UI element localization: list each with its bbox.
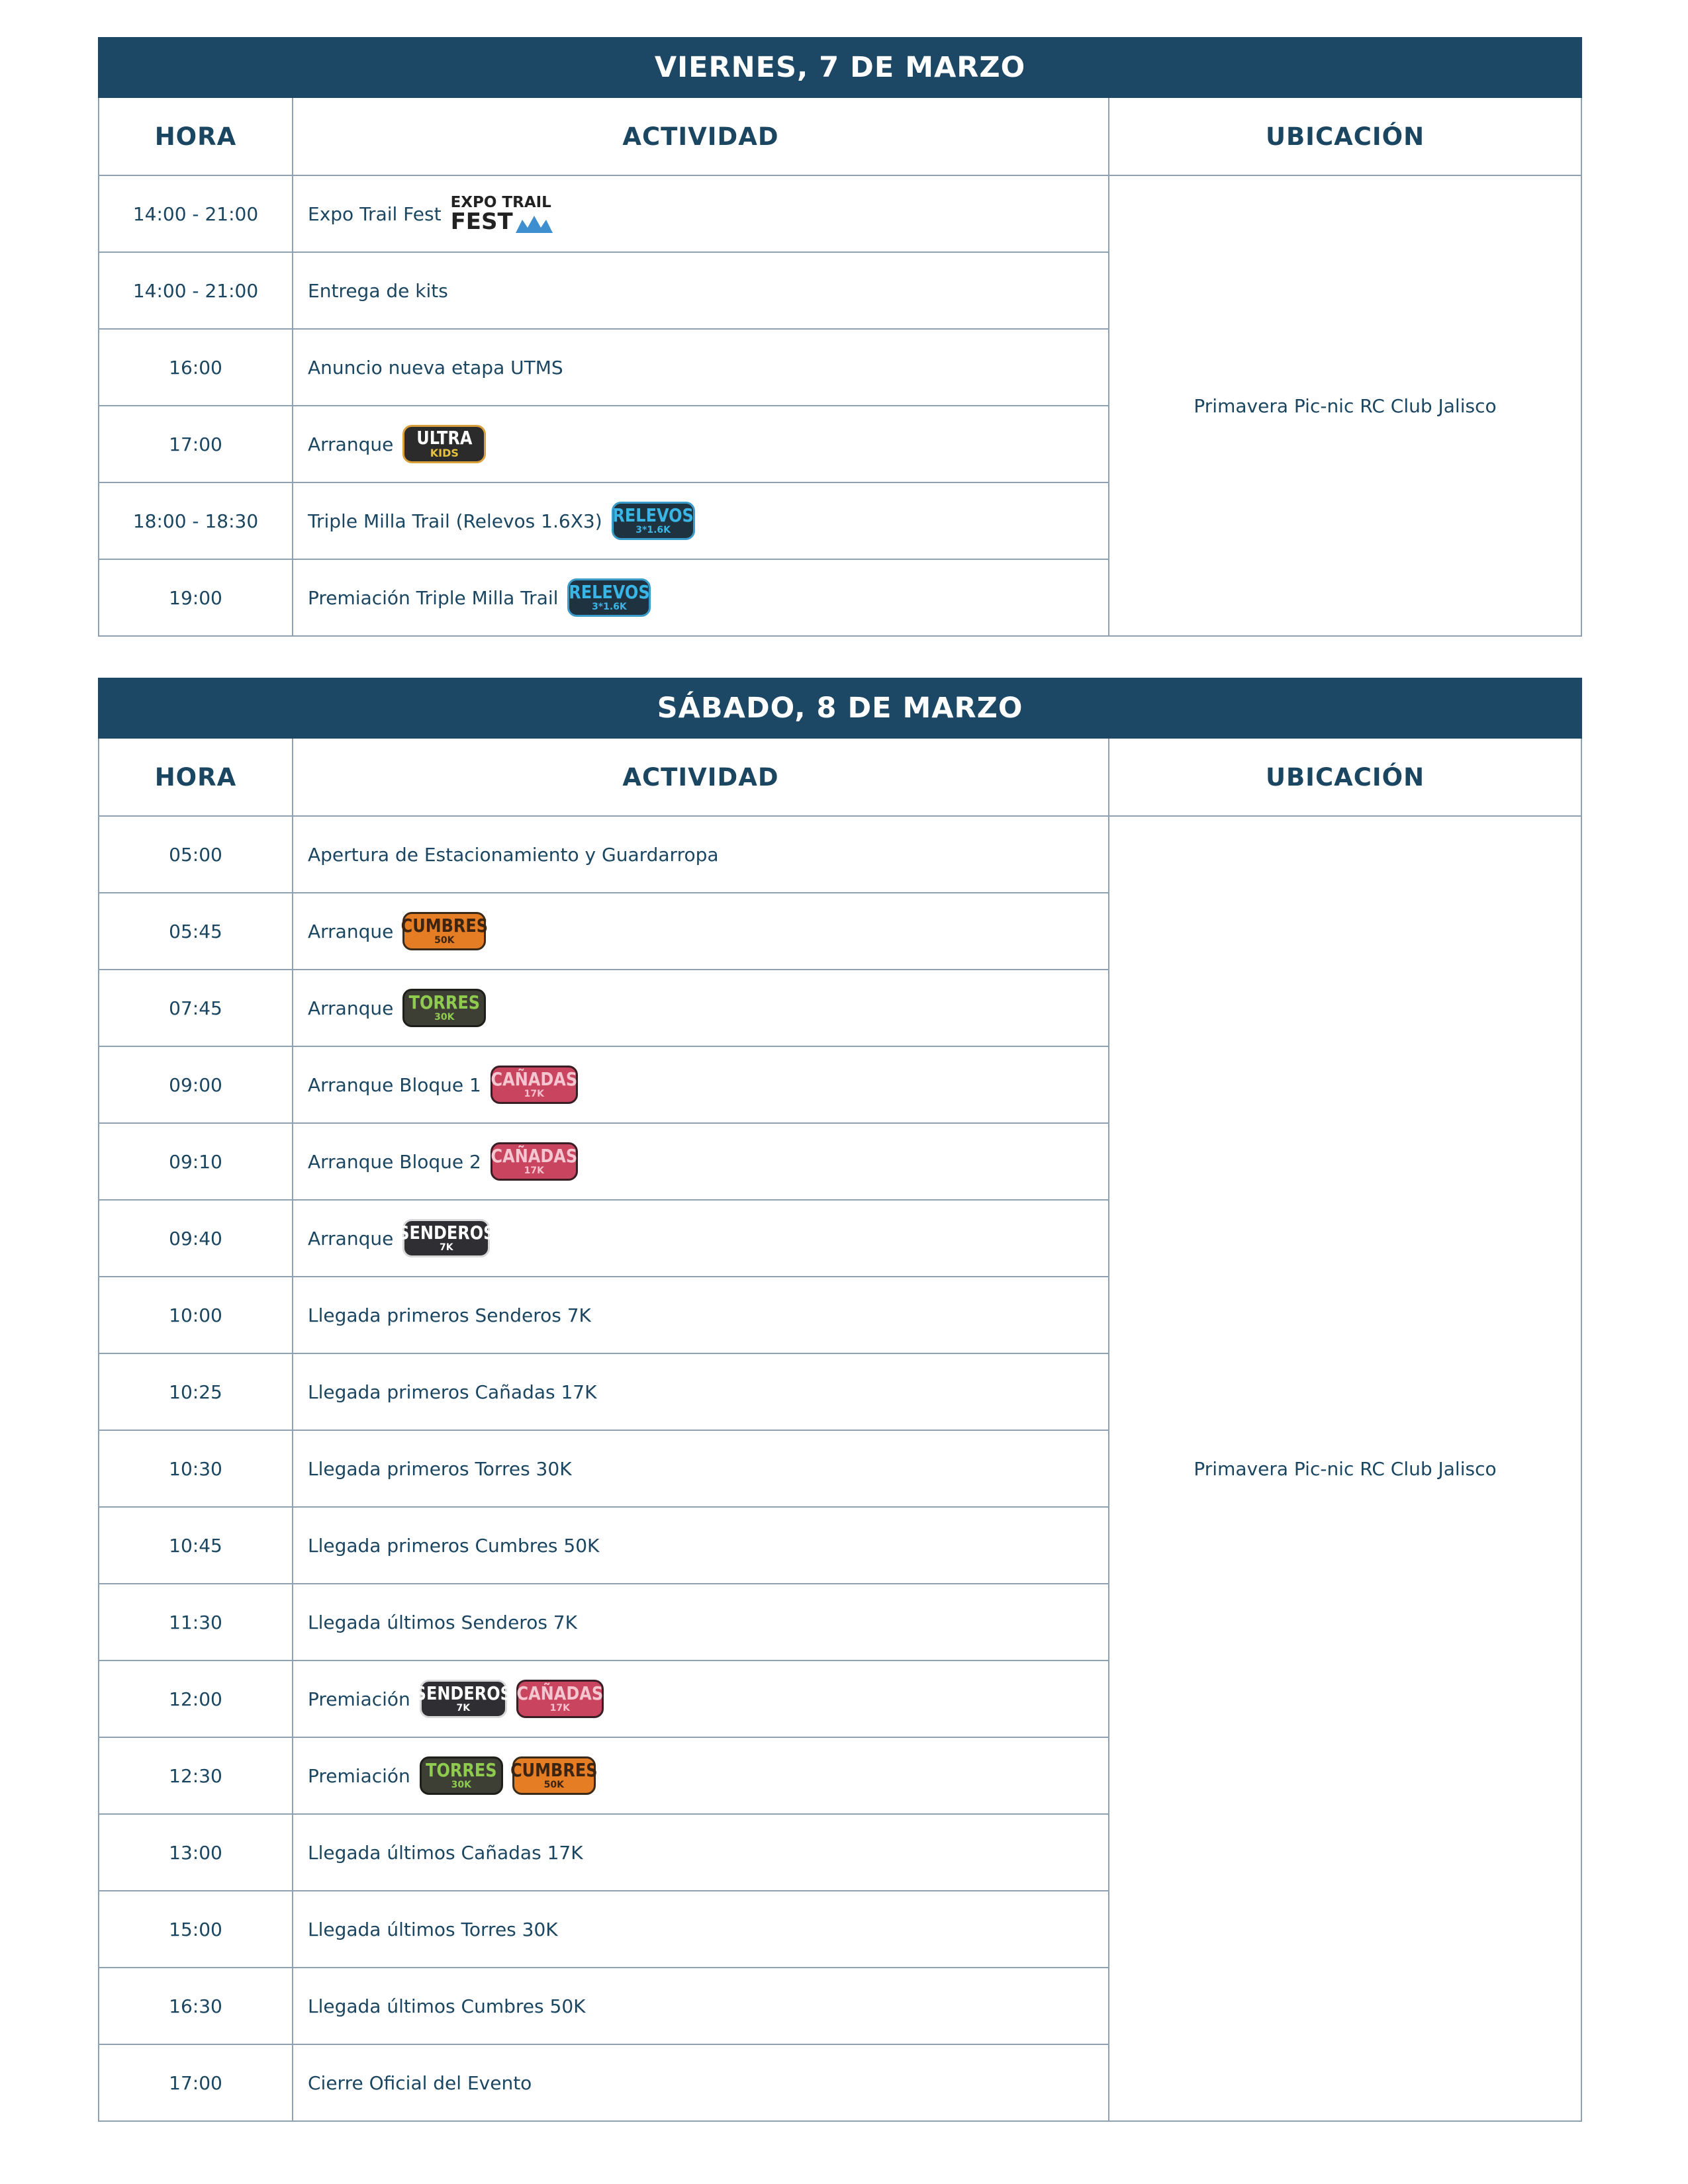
row-activity-cell: [293, 2044, 1109, 2121]
badge-distance: 3*1.6K: [635, 524, 671, 535]
saturday-title: SÁBADO, 8 DE MARZO: [99, 678, 1581, 738]
badge-distance: 30K: [434, 1011, 455, 1023]
badge-title: CAÑADAS: [516, 1682, 604, 1704]
row-activity-cell: [293, 816, 1109, 893]
senderos-badge: [414, 1680, 512, 1718]
row-time: 09:00: [99, 1046, 293, 1123]
badge-distance: 7K: [456, 1702, 471, 1713]
row-activity: Arranque: [308, 920, 394, 942]
row-activity: Arranque: [308, 1227, 394, 1250]
row-time: 09:10: [99, 1123, 293, 1200]
badge-title: CAÑADAS: [491, 1145, 578, 1167]
row-activity: Entrega de kits: [308, 279, 448, 302]
expo-trail-fest-logo: [451, 195, 553, 233]
badge-title: SENDEROS: [398, 1222, 495, 1244]
row-time: 17:00: [99, 406, 293, 482]
badge-title: SENDEROS: [414, 1682, 512, 1704]
row-activity: Llegada primeros Cañadas 17K: [308, 1381, 597, 1403]
row-activity-cell: [293, 1661, 1109, 1737]
relevos-badge: [567, 578, 651, 617]
location-cell: Primavera Pic-nic RC Club Jalisco: [1109, 175, 1581, 636]
row-activity-cell: [293, 175, 1109, 252]
friday-schedule-table: [98, 37, 1582, 637]
badge-distance: 50K: [543, 1779, 564, 1790]
badge-title: CAÑADAS: [491, 1068, 578, 1090]
column-header-hora: HORA: [99, 738, 293, 816]
location-cell: Primavera Pic-nic RC Club Jalisco: [1109, 816, 1581, 2121]
row-activity-cell: [293, 559, 1109, 636]
row-time: 16:00: [99, 329, 293, 406]
badge-title: TORRES: [426, 1759, 497, 1781]
badge-distance: KIDS: [430, 446, 459, 459]
row-activity-cell: [293, 406, 1109, 482]
column-header-ubicacion: UBICACIÓN: [1109, 97, 1581, 175]
row-time: 17:00: [99, 2044, 293, 2121]
relevos-badge: [612, 502, 695, 540]
row-time: 18:00 - 18:30: [99, 482, 293, 559]
row-activity: Arranque: [308, 997, 394, 1019]
row-activity: Llegada últimos Senderos 7K: [308, 1611, 577, 1633]
row-activity-cell: [293, 1891, 1109, 1968]
schedule-row: [99, 816, 1581, 893]
schedule-row: [99, 175, 1581, 252]
row-activity: Triple Milla Trail (Relevos 1.6X3): [308, 510, 602, 532]
badge-title: CUMBRES: [400, 915, 489, 936]
row-time: 13:00: [99, 1814, 293, 1891]
senderos-badge: [398, 1219, 495, 1257]
logo-text-line2: FEST: [450, 208, 513, 235]
badge-distance: 3*1.6K: [592, 601, 627, 612]
canadas-badge: [516, 1680, 604, 1718]
torres-badge: [420, 1756, 503, 1795]
row-time: 05:00: [99, 816, 293, 893]
row-activity-cell: [293, 482, 1109, 559]
friday-title: VIERNES, 7 DE MARZO: [99, 38, 1581, 97]
row-activity-cell: [293, 1353, 1109, 1430]
ultrakids-badge: [402, 425, 486, 463]
row-time: 09:40: [99, 1200, 293, 1277]
badge-distance: 50K: [434, 934, 455, 946]
canadas-badge: [491, 1066, 578, 1104]
row-activity-cell: [293, 1507, 1109, 1584]
row-time: 07:45: [99, 970, 293, 1046]
row-time: 14:00 - 21:00: [99, 175, 293, 252]
row-time: 05:45: [99, 893, 293, 970]
row-activity: Arranque Bloque 1: [308, 1073, 481, 1096]
row-activity: Llegada primeros Cumbres 50K: [308, 1534, 600, 1557]
row-time: 10:00: [99, 1277, 293, 1353]
column-header-hora: HORA: [99, 97, 293, 175]
row-activity: Arranque: [308, 433, 394, 455]
row-activity: Apertura de Estacionamiento y Guardarropa: [308, 843, 719, 866]
row-time: 12:30: [99, 1737, 293, 1814]
badge-title: RELEVOS: [612, 504, 694, 526]
column-header-ubicacion: UBICACIÓN: [1109, 738, 1581, 816]
row-activity-cell: [293, 893, 1109, 970]
row-activity-cell: [293, 252, 1109, 329]
row-time: 10:45: [99, 1507, 293, 1584]
row-activity: Llegada últimos Cañadas 17K: [308, 1841, 583, 1864]
row-activity: Llegada primeros Senderos 7K: [308, 1304, 591, 1326]
row-activity: Llegada últimos Torres 30K: [308, 1918, 558, 1940]
row-activity-cell: [293, 1968, 1109, 2044]
row-activity: Llegada primeros Torres 30K: [308, 1457, 572, 1480]
column-header-actividad: ACTIVIDAD: [293, 97, 1109, 175]
badge-title: CUMBRES: [510, 1759, 598, 1781]
row-time: 16:30: [99, 1968, 293, 2044]
row-activity: Premiación Triple Milla Trail: [308, 586, 559, 609]
row-activity: Arranque Bloque 2: [308, 1150, 481, 1173]
row-activity-cell: [293, 1123, 1109, 1200]
row-time: 11:30: [99, 1584, 293, 1661]
row-activity: Expo Trail Fest: [308, 203, 442, 225]
row-activity-cell: [293, 1737, 1109, 1814]
saturday-schedule-table: [98, 678, 1582, 2122]
row-activity: Llegada últimos Cumbres 50K: [308, 1995, 586, 2017]
row-time: 14:00 - 21:00: [99, 252, 293, 329]
badge-distance: 30K: [451, 1779, 471, 1790]
row-activity-cell: [293, 1046, 1109, 1123]
badge-title: TORRES: [408, 991, 481, 1013]
torres-badge: [402, 989, 486, 1027]
row-time: 19:00: [99, 559, 293, 636]
badge-title: RELEVOS: [569, 581, 650, 603]
badge-title: ULTRA: [416, 427, 473, 449]
badge-distance: 17K: [524, 1165, 544, 1176]
row-activity-cell: [293, 1814, 1109, 1891]
row-time: 15:00: [99, 1891, 293, 1968]
row-time: 12:00: [99, 1661, 293, 1737]
row-activity-cell: [293, 970, 1109, 1046]
row-activity: Premiación: [308, 1688, 410, 1710]
row-activity: Cierre Oficial del Evento: [308, 2071, 532, 2094]
badge-distance: 17K: [524, 1088, 544, 1099]
row-activity-cell: [293, 1430, 1109, 1507]
row-activity: Premiación: [308, 1764, 410, 1787]
badge-distance: 17K: [549, 1702, 570, 1713]
row-activity-cell: [293, 1200, 1109, 1277]
cumbres-badge: [512, 1756, 596, 1795]
mountains-icon: [516, 214, 553, 233]
canadas-badge: [491, 1142, 578, 1181]
row-activity-cell: [293, 1584, 1109, 1661]
cumbres-badge: [400, 912, 489, 950]
column-header-actividad: ACTIVIDAD: [293, 738, 1109, 816]
logo-text-line1: EXPO TRAIL: [450, 193, 551, 211]
row-activity-cell: [293, 1277, 1109, 1353]
row-time: 10:25: [99, 1353, 293, 1430]
row-activity: Anuncio nueva etapa UTMS: [308, 356, 563, 379]
badge-distance: 7K: [440, 1242, 453, 1253]
row-time: 10:30: [99, 1430, 293, 1507]
row-activity-cell: [293, 329, 1109, 406]
